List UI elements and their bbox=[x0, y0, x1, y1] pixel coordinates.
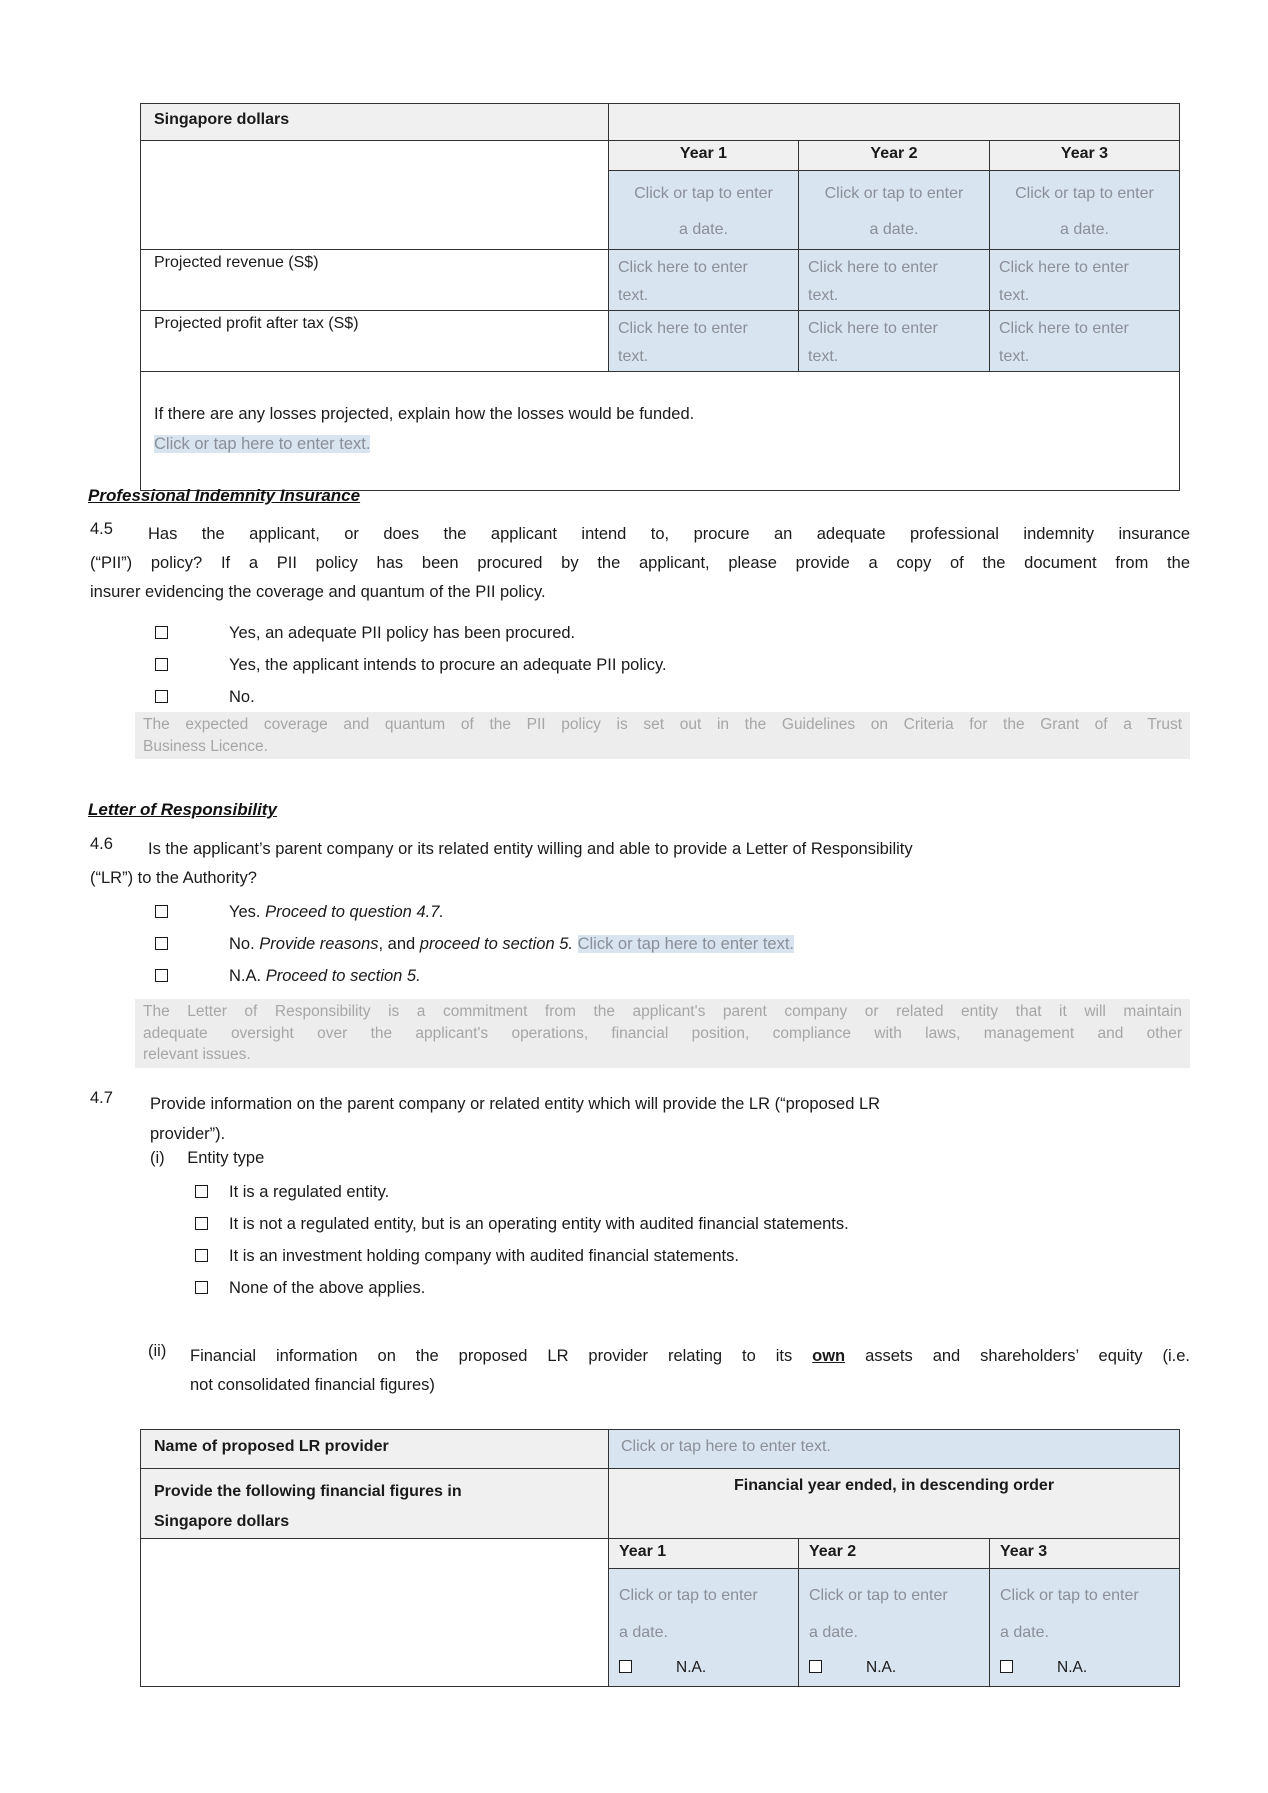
lr-year3-na-checkbox[interactable] bbox=[1000, 1660, 1013, 1673]
pii-note bbox=[135, 712, 1190, 759]
projections-label-spacer bbox=[141, 141, 609, 250]
revenue-year2-field[interactable]: Click here to enter text. bbox=[799, 250, 990, 311]
lr-year3-na-row bbox=[1000, 1659, 1179, 1677]
pii-procured-checkbox[interactable] bbox=[155, 626, 168, 639]
entity-type-numeral: (i) bbox=[150, 1149, 165, 1167]
entity-type-title: Entity type bbox=[187, 1149, 265, 1167]
projected-revenue-label: Projected revenue (S$) bbox=[141, 250, 609, 311]
revenue-year3-field[interactable]: Click here to enter text. bbox=[990, 250, 1180, 311]
entity-operating-checkbox[interactable] bbox=[195, 1217, 208, 1230]
question-4-7-number: 4.7 bbox=[90, 1089, 113, 1107]
question-4-6-number: 4.6 bbox=[90, 835, 113, 853]
entity-regulated-label: It is a regulated entity. bbox=[229, 1183, 390, 1201]
entity-none-label: None of the above applies. bbox=[229, 1279, 426, 1297]
projections-header-spacer bbox=[609, 104, 1180, 141]
lr-year3-header: Year 3 bbox=[990, 1539, 1180, 1569]
financial-figures-label: Provide the following financial figures in Singapore dollars bbox=[141, 1469, 609, 1539]
pii-no-label: No. bbox=[229, 688, 255, 706]
entity-option-none bbox=[195, 1272, 849, 1304]
lr-no-reasons-field[interactable]: Click or tap here to enter text. bbox=[577, 935, 795, 953]
lr-year2-na-row bbox=[809, 1659, 989, 1677]
lr-yes-instruction: Proceed to question 4.7. bbox=[265, 903, 444, 921]
entity-holding-label: It is an investment holding company with audited financial statements. bbox=[229, 1247, 739, 1265]
question-4-5-number: 4.5 bbox=[90, 520, 113, 538]
financial-info-numeral: (ii) bbox=[148, 1342, 167, 1360]
pii-no-checkbox[interactable] bbox=[155, 690, 168, 703]
lr-na-instruction: Proceed to section 5. bbox=[265, 967, 421, 985]
lr-na-pre: N.A. bbox=[229, 967, 266, 985]
financial-info-line2: not consolidated financial figures) bbox=[190, 1376, 435, 1394]
lr-no-reasons: Provide reasons bbox=[259, 935, 379, 953]
lr-yes-checkbox[interactable] bbox=[155, 905, 168, 918]
lr-yes-pre: Yes. bbox=[229, 903, 266, 921]
lr-year3-date-field[interactable]: Click or tap to enter a date. bbox=[1000, 1587, 1139, 1641]
pii-option-no bbox=[155, 681, 667, 713]
lr-note-line1: The Letter of Responsibility is a commitment from the applicant's parent company or related entity that it will maintain bbox=[143, 1003, 1182, 1020]
year3-date-field[interactable]: Click or tap to enter a date. bbox=[990, 171, 1180, 250]
lr-provider-name-field[interactable]: Click or tap here to enter text. bbox=[609, 1430, 1180, 1469]
pii-option-procured bbox=[155, 617, 667, 649]
pii-option-intends bbox=[155, 649, 667, 681]
question-4-7 bbox=[150, 1089, 1190, 1149]
lr-no-pre: No. bbox=[229, 935, 260, 953]
question-4-5-line3: insurer evidencing the coverage and quantum of the PII policy. bbox=[90, 583, 546, 601]
pii-procured-label: Yes, an adequate PII policy has been procured. bbox=[229, 624, 576, 642]
question-4-6 bbox=[90, 835, 1190, 893]
entity-type-options bbox=[195, 1176, 849, 1304]
lr-year3-date-cell bbox=[990, 1569, 1180, 1687]
entity-operating-label: It is not a regulated entity, but is an operating entity with audited financial statements. bbox=[229, 1215, 849, 1233]
lr-year1-header: Year 1 bbox=[609, 1539, 799, 1569]
lr-year2-date-field[interactable]: Click or tap to enter a date. bbox=[809, 1587, 948, 1641]
lr-note bbox=[135, 999, 1190, 1068]
question-4-6-line1: Is the applicant’s parent company or its related entity willing and able to provide a Letter of Responsibility bbox=[148, 840, 913, 858]
question-4-7-line1: Provide information on the parent company or related entity which will provide the LR (“proposed LR bbox=[150, 1095, 881, 1113]
lr-provider-name-label: Name of proposed LR provider bbox=[141, 1430, 609, 1469]
losses-prompt: If there are any losses projected, explain how the losses would be funded. bbox=[154, 405, 695, 423]
entity-option-operating bbox=[195, 1208, 849, 1240]
projections-table-title: Singapore dollars bbox=[141, 104, 609, 141]
losses-text-field[interactable]: Click or tap here to enter text. bbox=[154, 435, 371, 453]
lr-no-checkbox[interactable] bbox=[155, 937, 168, 950]
lr-year2-na-label: N.A. bbox=[866, 1659, 897, 1676]
lr-year3-na-label: N.A. bbox=[1057, 1659, 1088, 1676]
financial-info-line1: Financial information on the proposed LR provider relating to its own assets and shareholders’ equity (i.e. bbox=[190, 1347, 1190, 1365]
entity-option-regulated bbox=[195, 1176, 849, 1208]
lr-provider-table bbox=[140, 1429, 1180, 1687]
lr-na-checkbox[interactable] bbox=[155, 969, 168, 982]
projected-profit-label: Projected profit after tax (S$) bbox=[141, 311, 609, 372]
question-4-5 bbox=[90, 520, 1190, 607]
lr-year2-na-checkbox[interactable] bbox=[809, 1660, 822, 1673]
pii-note-line2: Business Licence. bbox=[143, 737, 268, 755]
question-4-6-line2: (“LR”) to the Authority? bbox=[90, 869, 257, 887]
profit-year2-field[interactable]: Click here to enter text. bbox=[799, 311, 990, 372]
profit-year3-field[interactable]: Click here to enter text. bbox=[990, 311, 1180, 372]
question-4-5-line2: (“PII”) policy? If a PII policy has been procured by the applicant, please provide a copy of the document from the bbox=[90, 554, 1190, 572]
lr-year1-na-label: N.A. bbox=[676, 1659, 707, 1676]
lr-note-line3: relevant issues. bbox=[143, 1046, 251, 1063]
question-4-7-line2: provider”). bbox=[150, 1125, 226, 1143]
profit-year1-field[interactable]: Click here to enter text. bbox=[609, 311, 799, 372]
entity-option-holding bbox=[195, 1240, 849, 1272]
lr-note-line2: adequate oversight over the applicant's operations, financial position, compliance with laws, management and other bbox=[143, 1024, 1182, 1042]
lr-year1-date-cell bbox=[609, 1569, 799, 1687]
lr-option-na bbox=[155, 960, 794, 992]
lr-year1-na-row bbox=[619, 1659, 798, 1677]
lr-year2-date-cell bbox=[799, 1569, 990, 1687]
lr-year1-date-field[interactable]: Click or tap to enter a date. bbox=[619, 1587, 758, 1641]
entity-type-row bbox=[150, 1149, 264, 1168]
entity-regulated-checkbox[interactable] bbox=[195, 1185, 208, 1198]
lr-table-label-spacer bbox=[141, 1539, 609, 1687]
lr-no-instruction: proceed to section 5. bbox=[419, 935, 573, 953]
pii-section-heading: Professional Indemnity Insurance bbox=[88, 486, 361, 505]
projections-table bbox=[140, 103, 1180, 491]
lr-section-heading: Letter of Responsibility bbox=[88, 800, 277, 819]
revenue-year1-field[interactable]: Click here to enter text. bbox=[609, 250, 799, 311]
entity-holding-checkbox[interactable] bbox=[195, 1249, 208, 1262]
lr-option-no bbox=[155, 928, 794, 960]
pii-intends-label: Yes, the applicant intends to procure an adequate PII policy. bbox=[229, 656, 667, 674]
year3-header: Year 3 bbox=[990, 141, 1180, 171]
lr-options bbox=[155, 896, 794, 992]
year2-header: Year 2 bbox=[799, 141, 990, 171]
question-4-5-line1: Has the applicant, or does the applicant intend to, procure an adequate professional indemnity insurance bbox=[148, 525, 1190, 543]
year2-date-field[interactable]: Click or tap to enter a date. bbox=[799, 171, 990, 250]
year1-header: Year 1 bbox=[609, 141, 799, 171]
pii-intends-checkbox[interactable] bbox=[155, 658, 168, 671]
lr-option-yes bbox=[155, 896, 794, 928]
year1-date-field[interactable]: Click or tap to enter a date. bbox=[609, 171, 799, 250]
lr-year2-header: Year 2 bbox=[799, 1539, 990, 1569]
own-emphasis: own bbox=[812, 1347, 846, 1365]
lr-no-mid: , and bbox=[378, 935, 420, 953]
lr-year1-na-checkbox[interactable] bbox=[619, 1660, 632, 1673]
losses-cell bbox=[141, 372, 1180, 491]
financial-info-intro bbox=[190, 1342, 1190, 1400]
entity-none-checkbox[interactable] bbox=[195, 1281, 208, 1294]
fy-ended-header: Financial year ended, in descending order bbox=[609, 1469, 1180, 1539]
pii-options bbox=[155, 617, 667, 713]
pii-note-line1: The expected coverage and quantum of the PII policy is set out in the Guidelines on Criteria for the Grant of a Trust bbox=[143, 716, 1182, 733]
